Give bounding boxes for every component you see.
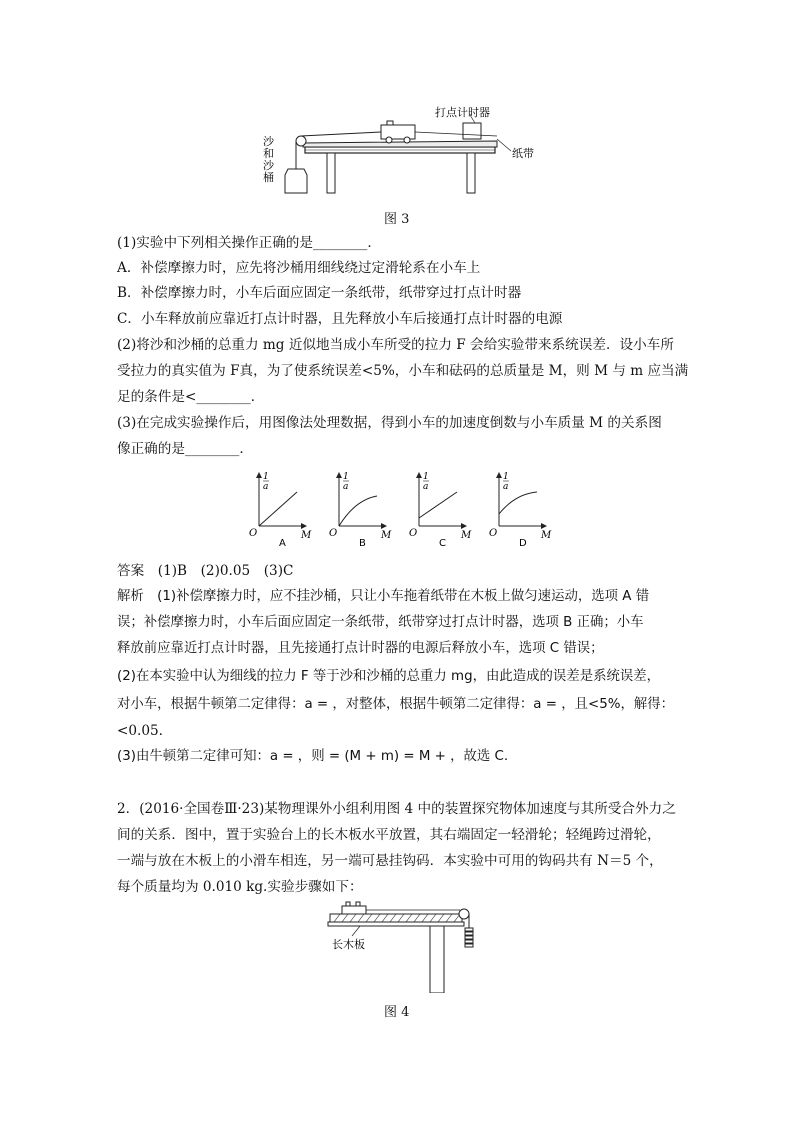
bucket-label-4: 桶 [263,171,274,184]
graph-d-yden: a [503,482,509,492]
graph-b-letter: B [359,538,366,549]
graph-d-origin: O [489,528,498,539]
problem-2-line-3: 一端与放在木板上的小滑车相连，另一端可悬挂钩码．本实验中可用的钩码共有 N＝5 个， [117,853,663,869]
figure-4-apparatus [320,898,490,993]
answer-line: 答案 (1)B (2)0.05 (3)C [117,563,294,579]
explanation-line-1: 解析 (1)补偿摩擦力时，应不挂沙桶，只让小车拖着纸带在木板上做匀速运动，选项 A 错 [117,589,650,604]
tape-label: 纸带 [512,147,534,160]
board-label: 长木板 [332,938,365,951]
question-1-stem: (1)实验中下列相关操作正确的是________． [117,235,381,251]
figure-4-caption: 图 4 [384,1005,410,1020]
question-2-line-2: 受拉力的真实值为 F真，为了使系统误差<5%，小车和砝码的总质量是 M，则 M 与 m 应当满 [117,363,689,379]
graph-a-xlabel: M [301,530,312,541]
bucket-label-3: 沙 [263,159,274,172]
graph-d [489,472,552,549]
graph-b-yden: a [343,482,349,492]
explanation-line-2: 误；补偿摩擦力时，小车后面应固定一条纸带，纸带穿过打点计时器，选项 B 正确；小车 [117,615,644,630]
explanation-line-4: (2)在本实验中认为细线的拉力 F 等于沙和沙桶的总重力 mg，由此造成的误差是系统误差， [117,669,661,684]
graph-a-yden: a [263,482,269,492]
graph-c-yden: a [423,482,429,492]
graph-d-xlabel: M [541,530,552,541]
bucket-label-2: 和 [263,147,274,160]
option-b: B．补偿摩擦力时，小车后面应固定一条纸带，纸带穿过打点计时器 [117,285,522,301]
graph-c-ynum: 1 [423,472,429,482]
graph-a [249,472,312,549]
graph-b-ynum: 1 [343,472,349,482]
graph-a-ynum: 1 [263,472,269,482]
timer-label: 打点计时器 [435,106,490,119]
option-c: C．小车释放前应靠近打点计时器，且先释放小车后接通打点计时器的电源 [117,311,563,327]
question-3-line-2: 像正确的是________． [117,441,253,457]
option-a: A．补偿摩擦力时，应先将沙桶用细线绕过定滑轮系在小车上 [117,260,481,276]
figure-3-apparatus [255,105,545,200]
graph-a-letter: A [279,538,286,549]
graph-options [245,464,565,552]
explanation-line-3: 释放前应靠近打点计时器，且先接通打点计时器的电源后释放小车，选项 C 错误； [117,641,604,656]
question-2-line-1: (2)将沙和沙桶的总重力 mg 近似地当成小车所受的拉力 F 会给实验带来系统误差．设小车所 [117,337,674,353]
graph-c [409,472,472,549]
question-3-line-1: (3)在完成实验操作后，用图像法处理数据，得到小车的加速度倒数与小车质量 M 的关系图 [117,415,662,431]
graph-d-ynum: 1 [503,472,509,482]
problem-2-line-1: 2．(2016·全国卷Ⅲ·23)某物理课外小组利用图 4 中的装置探究物体加速度与其所受合外力之 [117,801,676,817]
graph-c-origin: O [409,528,418,539]
explanation-line-6: <0.05. [117,723,163,739]
problem-2-line-4: 每个质量均为 0.010 kg.实验步骤如下： [117,879,363,895]
graph-c-letter: C [439,538,446,549]
explanation-line-7: (3)由牛顿第二定律可知：a = ，则 = (M + m) = M + ，故选 C. [117,749,509,764]
problem-2-line-2: 间的关系．图中，置于实验台上的长木板水平放置，其右端固定一轻滑轮；轻绳跨过滑轮， [117,827,661,843]
question-2-line-3: 足的条件是<________． [117,389,265,405]
graph-b-origin: O [329,528,338,539]
graph-b [329,472,392,549]
graph-b-xlabel: M [381,530,392,541]
graph-c-xlabel: M [461,530,472,541]
figure-3-caption: 图 3 [384,212,410,227]
explanation-line-5: 对小车，根据牛顿第二定律得：a = ，对整体，根据牛顿第二定律得：a = ，且<5%，解得： [117,697,675,712]
graph-d-letter: D [519,538,527,549]
graph-a-origin: O [249,528,258,539]
bucket-label-1: 沙 [263,135,274,148]
